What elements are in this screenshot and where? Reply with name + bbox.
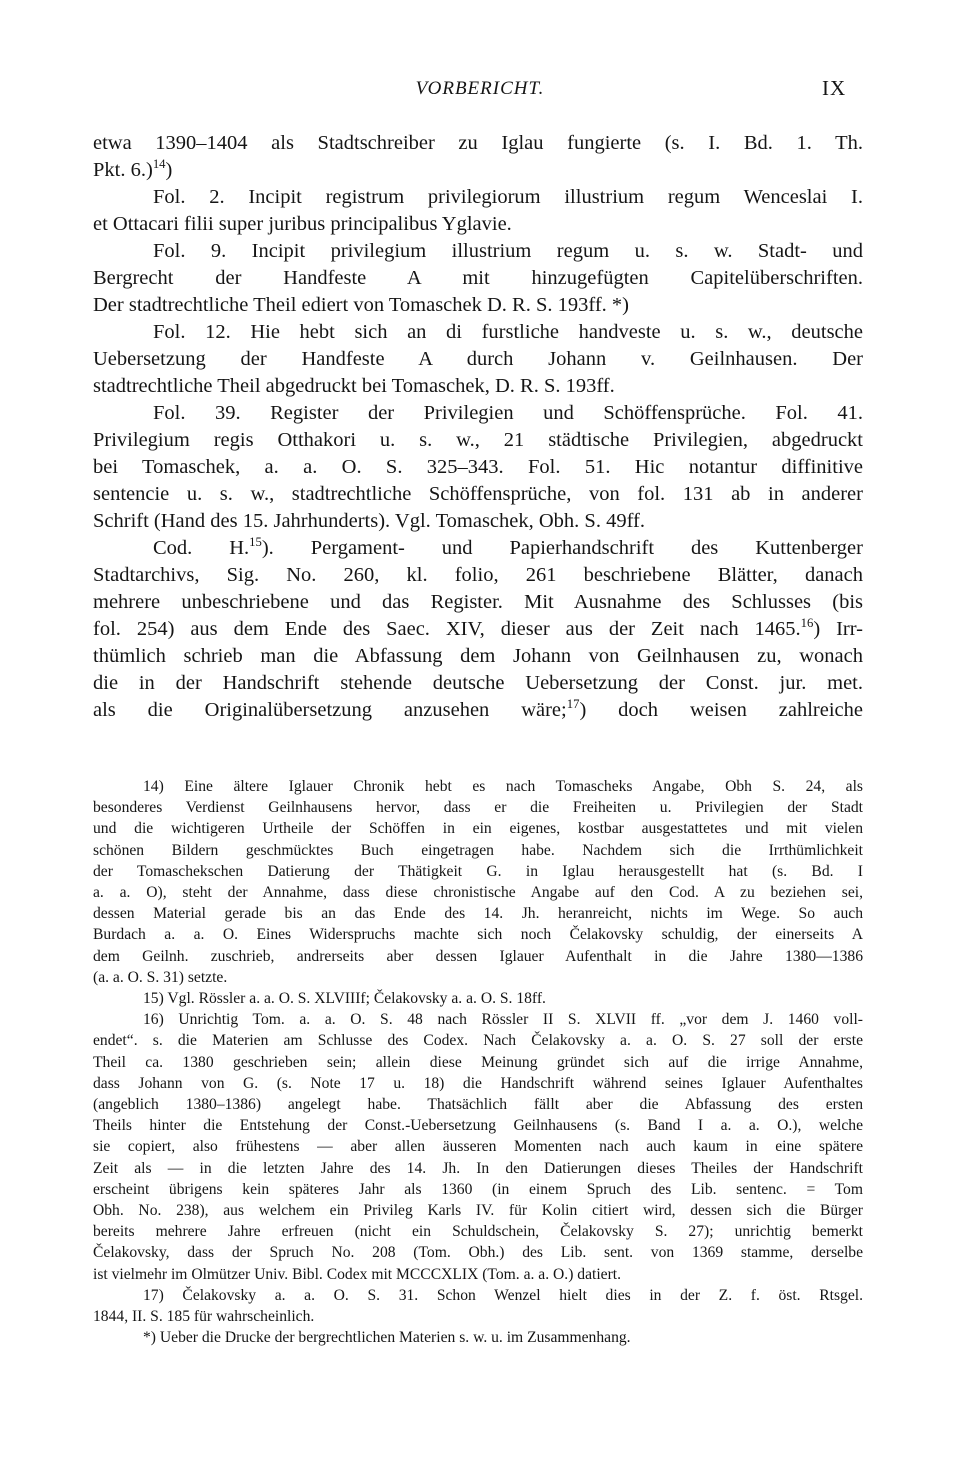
text-run: Uebersetzung der Handfeste A durch Johann v. Geilnhausen. Der: [93, 348, 863, 370]
body-line: [93, 481, 863, 507]
text-run: dessen Material gerade bis an das Ende des 14. Jh. heranreicht, nichts im Wege. So auch: [93, 905, 863, 923]
body-line: [93, 157, 863, 183]
running-title: VORBERICHT.: [415, 78, 545, 99]
footnote-line: [93, 1115, 863, 1137]
text-run: Privilegium regis Otthakori u. s. w., 21 städtische Privilegien, abgedruckt: [93, 429, 863, 451]
footnote-line: [93, 840, 863, 862]
body-line: [153, 319, 863, 345]
text-run: etwa 1390–1404 als Stadtschreiber zu Iglau fungierte (s. I. Bd. 1. Th.: [93, 132, 863, 154]
text-run: et Ottacari filii super juribus principalibus Yglavie.: [93, 213, 512, 235]
footnote-line: [93, 903, 863, 925]
body-line: [93, 130, 863, 156]
text-run: Fol. 9. Incipit privilegium illustrium regum u. s. w. Stadt- und: [153, 240, 863, 262]
footnote-marker: 14: [152, 157, 166, 172]
footnote-line: [93, 1073, 863, 1095]
text-run: Pkt. 6.): [93, 159, 153, 181]
body-line: [93, 616, 863, 642]
body-line: [93, 346, 863, 372]
text-run: sentencie u. s. w., stadtrechtliche Schöffensprüche, von fol. 131 ab in anderer: [93, 483, 863, 505]
text-run: 14) Eine ältere Iglauer Chronik hebt es nach Tomascheks Angabe, Obh S. 24, als: [143, 778, 863, 795]
footnote-line: [93, 861, 863, 883]
text-run: Fol. 39. Register der Privilegien und Schöffensprüche. Fol. 41.: [153, 402, 863, 424]
body-line: [153, 184, 863, 210]
text-run: die in der Handschrift stehende deutsche Uebersetzung der Const. jur. met.: [93, 672, 863, 694]
body-line: [93, 508, 863, 534]
body-line: [153, 400, 863, 426]
text-run: als die Originalübersetzung anzusehen wäre;: [93, 699, 567, 721]
text-run: Burdach a. a. O. Eines Widerspruchs machte sich noch Čelakovsky schuldig, der einerseits A: [93, 926, 863, 944]
body-line: [93, 697, 863, 723]
footnote-line: [93, 1242, 863, 1264]
text-run: 1844, II. S. 185 für wahrscheinlich.: [93, 1308, 315, 1325]
text-run: mehrere unbeschriebene und das Register. Mit Ausnahme des Schlusses (bis: [93, 591, 863, 613]
page-number: IX: [822, 76, 847, 100]
body-line: [153, 238, 863, 264]
body-line: [93, 643, 863, 669]
footnote-line: [93, 924, 863, 946]
body-line: [153, 535, 863, 561]
text-run: ) Irr-: [813, 618, 863, 640]
body-line: [93, 373, 863, 399]
footnote-line: [93, 1200, 863, 1222]
footnote-marker: 16: [800, 616, 814, 631]
footnote-line: [93, 967, 863, 989]
footnote-line: [93, 1158, 863, 1180]
footnote-line: [93, 1179, 863, 1201]
text-run: dem Geilnh. zuschrieb, andrerseits aber dessen Iglauer Aufenthalt in die Jahre 1380—1386: [93, 947, 863, 965]
footnote-line: [93, 1221, 863, 1243]
text-run: ist vielmehr im Olmützer Univ. Bibl. Codex mit MCCCXLIX (Tom. a. a. O.) datiert.: [93, 1265, 622, 1283]
text-run: stadtrechtliche Theil abgedruckt bei Tomaschek, D. R. S. 193ff.: [93, 375, 615, 397]
footnote-line: [93, 946, 863, 968]
footnote-line: [93, 1052, 863, 1074]
body-line: [93, 562, 863, 588]
footnote-line: [143, 776, 863, 798]
text-run: Čelakovsky, dass der Spruch No. 208 (Tom. Obh.) des Lib. sent. von 1369 stamme, derselbe: [93, 1244, 863, 1262]
footnote-line: [93, 1094, 863, 1116]
text-run: (angeblich 1380–1386) angelegt habe. Thatsächlich fällt aber die Abfassung des ersten: [93, 1096, 863, 1113]
text-run: Theils hinter die Entstehung der Const.-Uebersetzung Geilnhausens (s. Band I a. a. O.), welche: [93, 1117, 863, 1135]
body-line: [93, 265, 863, 291]
text-run: 16) Unrichtig Tom. a. a. O. S. 48 nach Rössler II S. XLVII ff. „vor dem J. 1460 voll-: [143, 1011, 863, 1029]
body-line: [93, 454, 863, 480]
text-run: Cod. H.: [153, 537, 250, 559]
text-run: a. a. O), steht der Annahme, dass diese chronistische Angabe auf den Cod. A zu beziehen sei,: [93, 884, 863, 901]
text-run: ). Pergament- und Papierhandschrift des Kuttenberger: [261, 537, 863, 559]
text-run: Obh. No. 238), aus welchem ein Privileg Karls IV. für Kolin citiert wird, dessen sich die Bürger: [93, 1202, 863, 1219]
body-line: [93, 670, 863, 696]
text-run: fol. 254) aus dem Ende des Saec. XIV, dieser aus der Zeit nach 1465.: [93, 618, 801, 640]
text-run: *) Ueber die Drucke der bergrechtlichen Materien s. w. u. im Zusammenhang.: [143, 1329, 631, 1347]
text-run: Fol. 12. Hie hebt sich an di furstliche handveste u. s. w., deutsche: [153, 321, 863, 343]
footnote-line: [143, 1285, 863, 1307]
body-line: [93, 427, 863, 453]
text-run: Bergrecht der Handfeste A mit hinzugefügten Capitelüberschriften.: [93, 267, 863, 289]
footnote-line: [143, 1009, 863, 1031]
footnote-line: [93, 1306, 863, 1328]
footnote-line: [93, 1136, 863, 1158]
text-run: 15) Vgl. Rössler a. a. O. S. XLVIIIf; Čelakovsky a. a. O. S. 18ff.: [143, 990, 546, 1007]
text-run: besonderes Verdienst Geilnhausens hervor, dass er die Freiheiten u. Privilegien der Stadt: [93, 799, 863, 817]
footnote-line: [93, 797, 863, 819]
text-run: Der stadtrechtliche Theil ediert von Tomaschek D. R. S. 193ff. *): [93, 294, 629, 316]
body-line: [93, 292, 863, 318]
text-run: Fol. 2. Incipit registrum privilegiorum illustrium regum Wenceslai I.: [153, 186, 863, 208]
text-run: endet“. s. die Materien am Schlusse des Codex. Nach Čelakovsky a. a. O. S. 27 soll der erste: [93, 1032, 863, 1050]
text-run: Schrift (Hand des 15. Jahrhunderts). Vgl. Tomaschek, Obh. S. 49ff.: [93, 510, 645, 532]
text-run: thümlich schrieb man die Abfassung dem Johann von Geilnhausen zu, wonach: [93, 645, 863, 667]
body-line: [93, 211, 863, 237]
text-run: bereits mehrere Jahre erfreuen (nicht ein Schuldschein, Čelakovsky S. 27); unrichtig bemerkt: [93, 1223, 863, 1241]
text-run: ) doch weisen zahlreiche: [579, 699, 863, 721]
text-run: (a. a. O. S. 31) setzte.: [93, 968, 228, 986]
footnote-line: [143, 988, 863, 1010]
footnote-line: [93, 818, 863, 840]
text-run: Zeit als — in die letzten Jahre des 14. Jh. In den Datierungen dieses Theiles der Handschrift: [93, 1159, 863, 1177]
text-run: erscheint übrigens kein späteres Jahr als 1360 (in einem Spruch des Lib. sentenc. = Tom: [93, 1180, 863, 1198]
text-run: Theil ca. 1380 geschrieben sein; allein diese Meinung gründet sich auf die irrige Annahme,: [93, 1053, 863, 1071]
text-run: der Tomaschekschen Datierung der Thätigkeit G. in Iglau herausgestellt hat (s. Bd. I: [93, 862, 863, 880]
footnote-marker: 15: [249, 535, 262, 550]
text-run: Stadtarchivs, Sig. No. 260, kl. folio, 261 beschriebene Blätter, danach: [93, 564, 863, 586]
text-run: bei Tomaschek, a. a. O. S. 325–343. Fol. 51. Hic notantur diffinitive: [93, 456, 863, 478]
text-run: sie copiert, also frühestens — aber allen äusseren Momenten nach auch kaum in eine spätere: [93, 1138, 863, 1156]
footnote-line: [93, 1030, 863, 1052]
text-run: schönen Bildern geschmücktes Buch eingetragen habe. Nachdem sich die Irrthümlichkeit: [93, 841, 863, 859]
footnote-marker: 17: [566, 697, 580, 712]
footnote-line: [93, 882, 863, 904]
text-run: ): [165, 159, 173, 181]
text-run: 17) Čelakovsky a. a. O. S. 31. Schon Wenzel hielt dies in der Z. f. öst. Rtsgel.: [143, 1286, 863, 1304]
footnote-line: [143, 1327, 863, 1349]
body-line: [93, 589, 863, 615]
footnote-line: [93, 1264, 863, 1286]
text-run: dass Johann von G. (s. Note 17 u. 18) die Handschrift während seines Iglauer Aufenthaltes: [93, 1074, 863, 1092]
text-run: und die wichtigeren Urtheile der Schöffen in ein eigenes, kostbar ausgestattetes und mit vielen: [93, 820, 863, 838]
